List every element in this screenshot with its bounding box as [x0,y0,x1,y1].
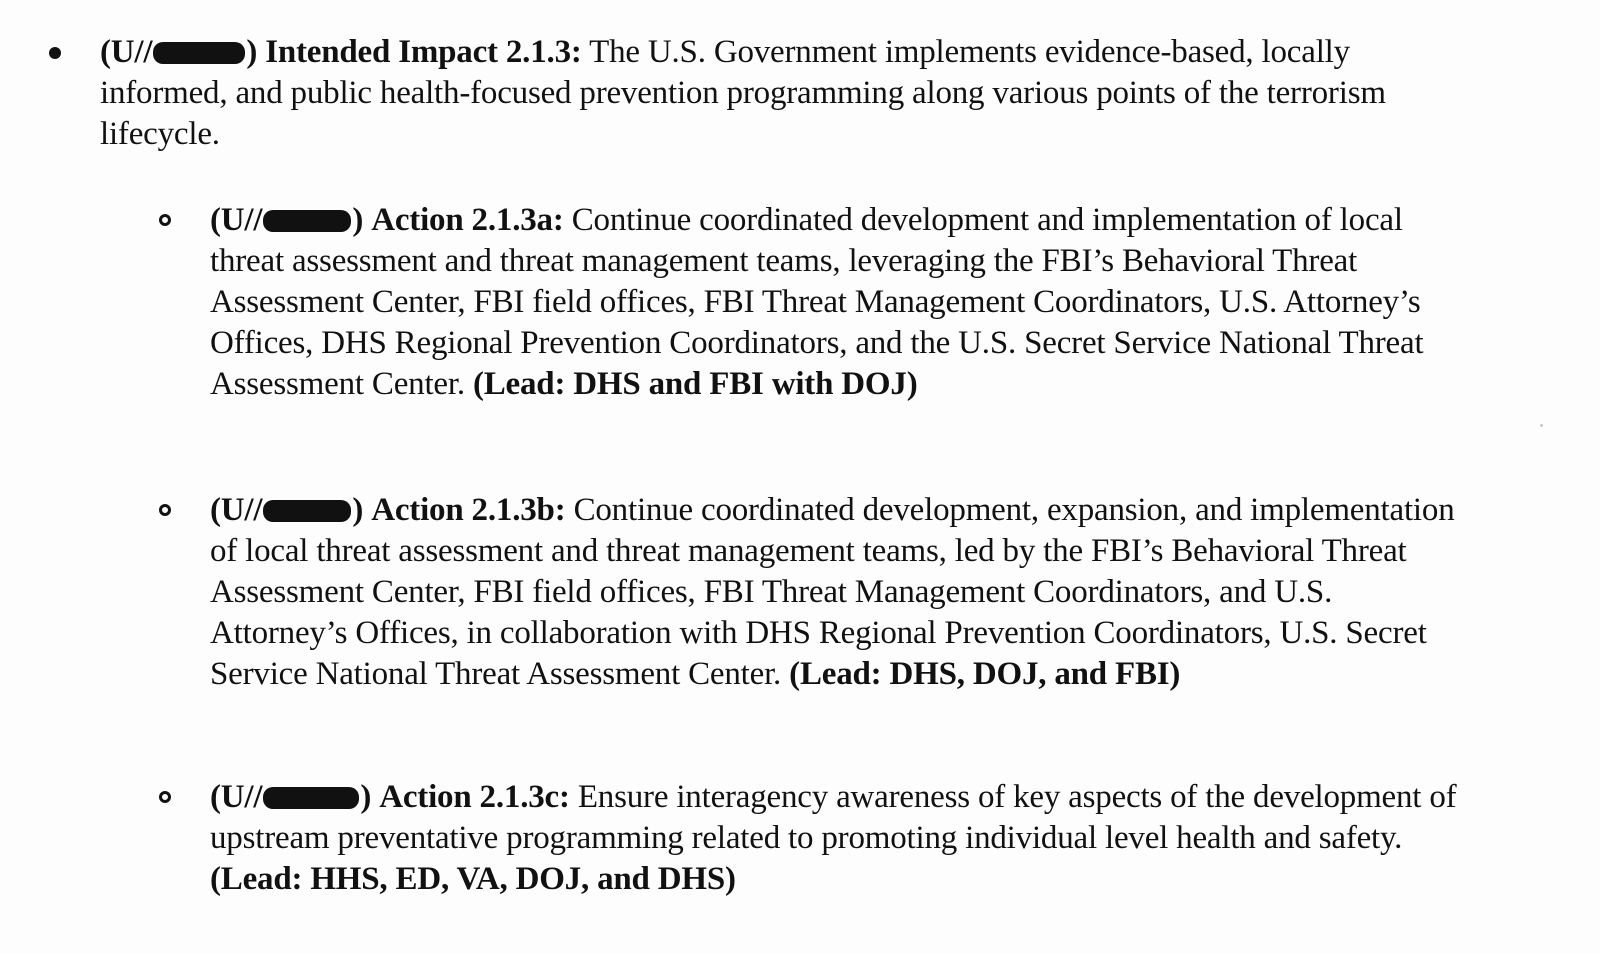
impact-text: The U.S. Government implements evidence-based, locally informed, and public health-focused prevention programming along various points of the terrorism lifecycle. [100,34,1386,152]
redaction-bar [153,42,245,64]
intended-impact-paragraph [100,32,1480,155]
action-lead: (Lead: DHS, DOJ, and FBI) [789,656,1181,692]
action-text: Ensure interagency awareness of key aspects of the development of upstream preventative programming related to promoting individual level health and safety. [210,779,1457,856]
action-item-2-1-3b [210,490,1470,695]
action-lead: (Lead: HHS, ED, VA, DOJ, and DHS) [210,861,736,897]
action-heading: Action 2.1.3c: [379,779,570,815]
classification-marking: (U// ) [210,202,364,238]
action-lead: (Lead: DHS and FBI with DOJ) [472,366,918,402]
action-item-2-1-3c [210,777,1470,900]
action-text: Continue coordinated development, expansion, and implementation of local threat assessment and threat management teams, led by the FBI’s Behavioral Threat Assessment Center, FBI field offices, FBI Threat Management Coordinators, and U.S. Attorney’s Offices, in collaboration with DHS Regional Prevention Coordinators, U.S. Secret Service National Threat Assessment Center. [210,492,1455,692]
action-heading: Action 2.1.3a: [371,202,564,238]
action-heading: Action 2.1.3b: [371,492,566,528]
redaction-bar [263,210,351,232]
redaction-bar [263,500,351,522]
classification-marking: (U// ) [210,492,364,528]
action-item-2-1-3a [210,200,1470,405]
classification-marking: (U// ) [100,34,258,70]
bullet-circle-icon [159,504,171,516]
scan-speck [1540,424,1543,427]
bullet-circle-icon [159,791,171,803]
bullet-circle-icon [159,214,171,226]
redaction-bar [263,787,359,809]
impact-heading: Intended Impact 2.1.3: [265,34,582,70]
bullet-disc-icon [49,47,61,59]
action-text: Continue coordinated development and implementation of local threat assessment and threat management teams, leveraging the FBI’s Behavioral Threat Assessment Center, FBI field offices, FBI Threat Management Coordinators, U.S. Attorney’s Offices, DHS Regional Prevention Coordinators, and the U.S. Secret Service National Threat Assessment Center. [210,202,1424,402]
classification-marking: (U// ) [210,779,372,815]
